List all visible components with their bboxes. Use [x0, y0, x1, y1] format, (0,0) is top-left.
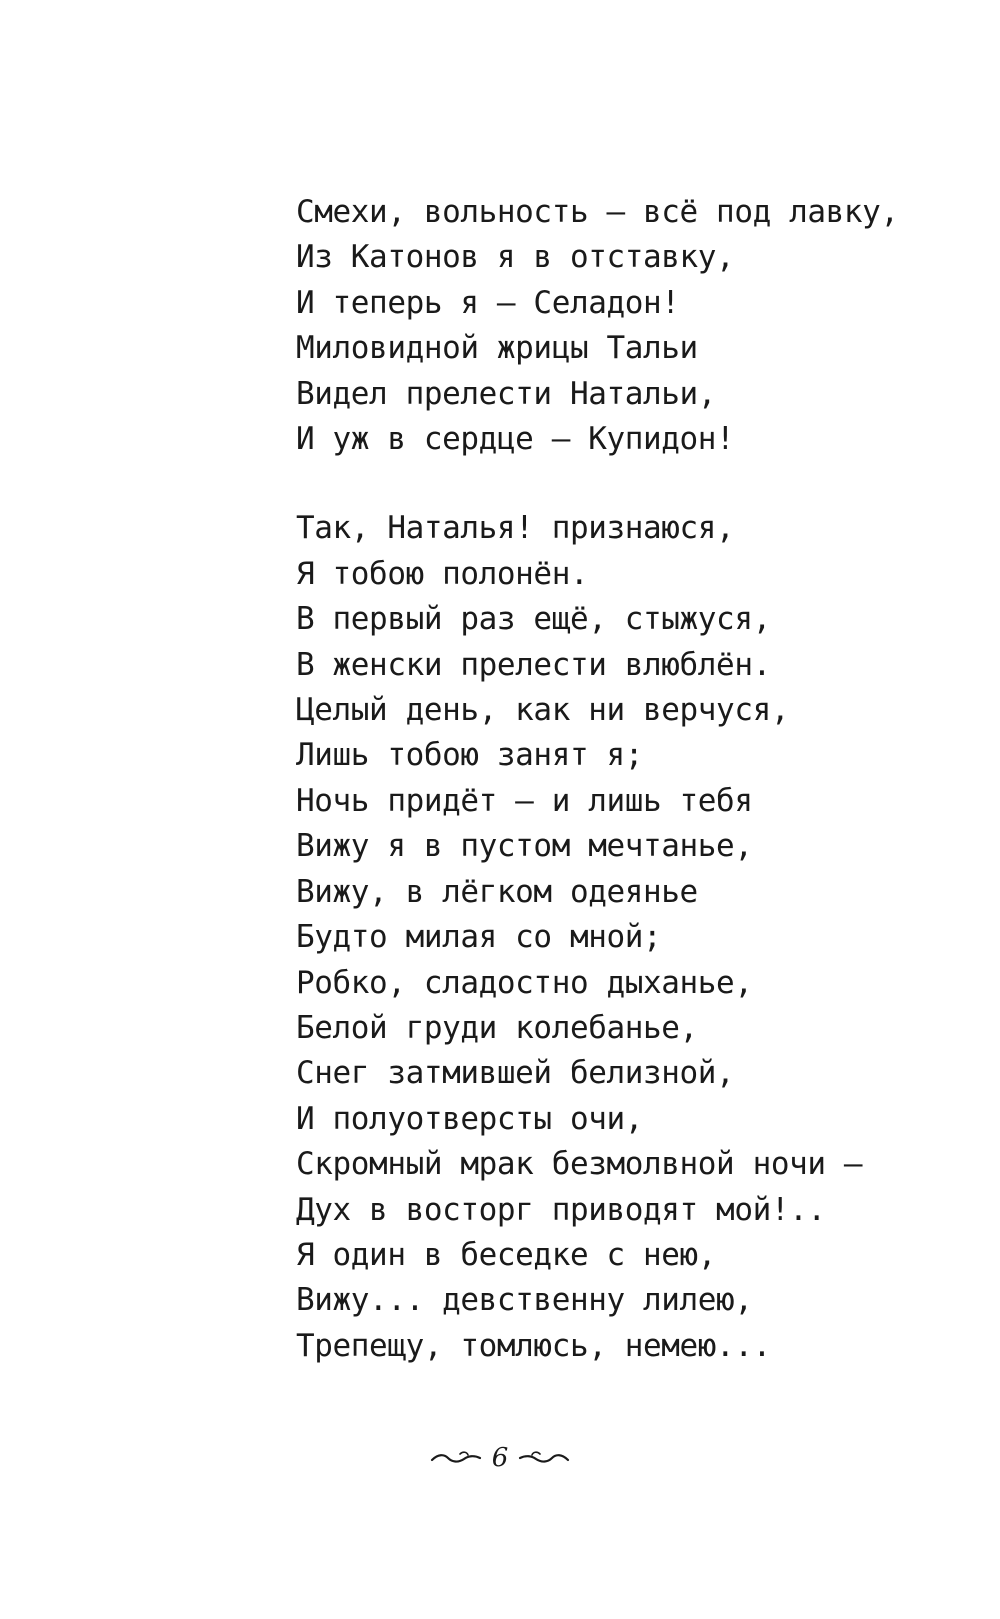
poem-line: Ночь придёт — и лишь тебя: [296, 782, 753, 819]
poem-line: Трепещу, томлюсь, немею...: [296, 1327, 771, 1364]
stanza-1: [296, 190, 936, 462]
poem-line: Скромный мрак безмолвной ночи —: [296, 1146, 863, 1183]
poem-line: Смехи, вольность — всё под лавку,: [296, 194, 899, 230]
poem-line: Лишь тобою занят я;: [296, 737, 644, 774]
poem-line: И полуотверсты очи,: [296, 1100, 644, 1137]
poem-line: В женски прелести влюблён.: [296, 646, 771, 683]
poem-line: Из Катонов я в отставку,: [296, 239, 735, 276]
poem-line: Будто милая со мной;: [296, 919, 662, 956]
right-flourish-icon: [518, 1448, 570, 1468]
poem-line: Видел прелести Натальи,: [296, 375, 717, 412]
poem-line: И теперь я — Селадон!: [296, 284, 680, 321]
poem-line: Робко, сладостно дыханье,: [296, 964, 753, 1001]
poem-line: Я один в беседке с нею,: [296, 1236, 717, 1273]
poem-line: Снег затмившей белизной,: [296, 1055, 735, 1092]
poem-line: Вижу я в пустом мечтанье,: [296, 828, 753, 865]
poem-line: Белой груди колебанье,: [296, 1009, 698, 1046]
poem-line: Я тобою полонён.: [296, 555, 589, 592]
poem-line: Так, Наталья! признаюся,: [296, 510, 735, 547]
stanza-2: [296, 506, 936, 1369]
poem-line: Вижу, в лёгком одеянье: [296, 873, 698, 910]
page-number: 6: [491, 1443, 509, 1473]
poem-line: Вижу... девственну лилею,: [296, 1282, 753, 1319]
poem-line: Миловидной жрицы Тальи: [296, 330, 698, 367]
left-flourish-icon: [430, 1448, 482, 1468]
poem-line: Дух в восторг приводят мой!..: [296, 1191, 826, 1228]
poem-line: Целый день, как ни верчуся,: [296, 692, 790, 729]
page-folio: [0, 1438, 1000, 1478]
poem-line: И уж в сердце — Купидон!: [296, 421, 735, 458]
poem-text: [296, 190, 936, 1369]
poem-line: В первый раз ещё, стыжуся,: [296, 601, 771, 638]
